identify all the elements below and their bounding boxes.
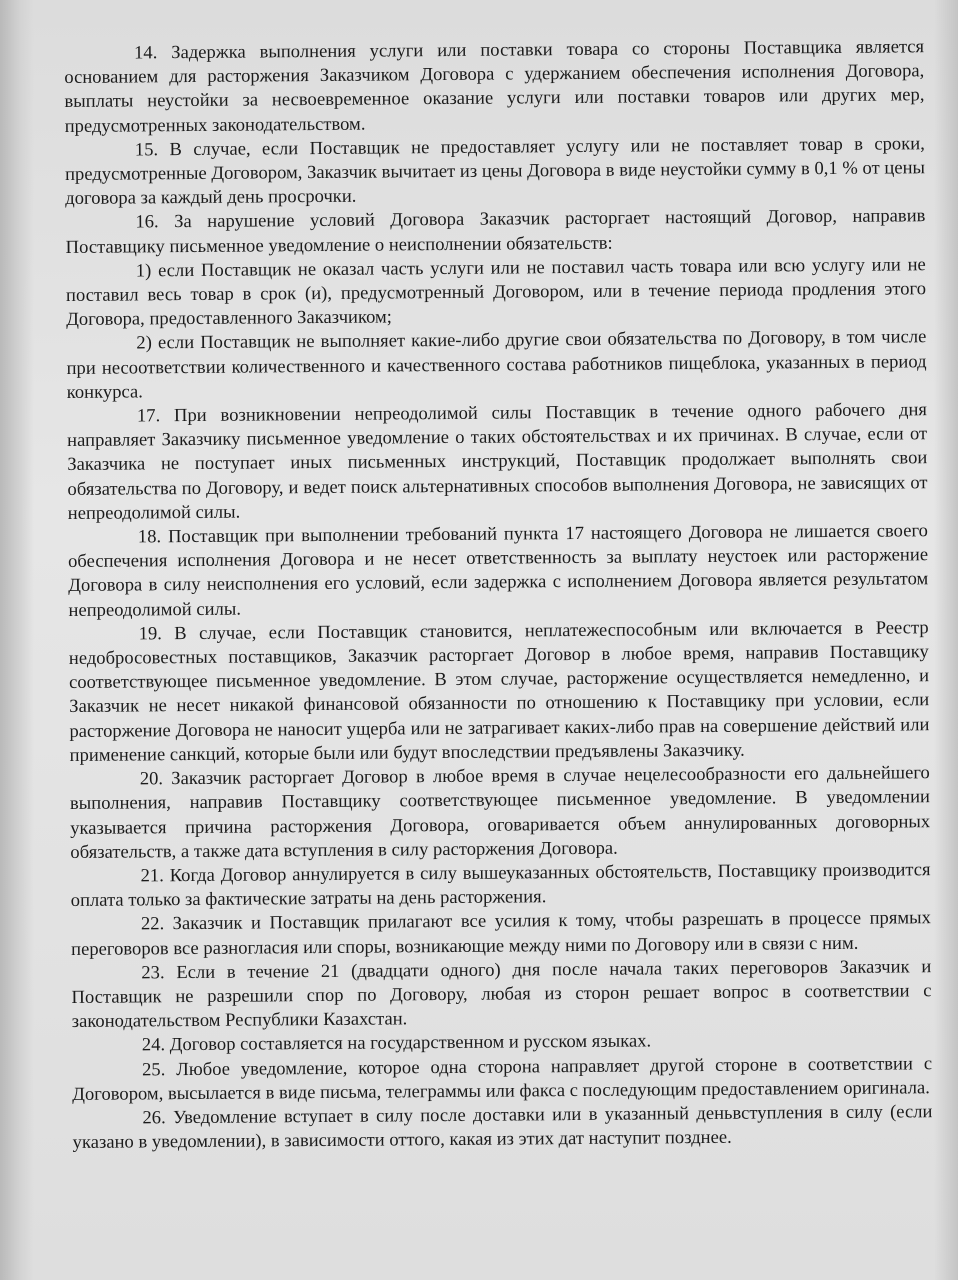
clause-14: 14. Задержка выполнения услуги или поставки товара со стороны Поставщика является основанием для расторжения Заказчиком Договора с удержанием обеспечения исполнения Договора, выплаты неустойки за несвоевременное оказание услуги или поставки товаров или других мер, предусмотренных законодательством. <box>64 36 925 137</box>
clause-17: 17. При возникновении непреодолимой силы Поставщик в течение одного рабочего дня направляет Заказчику письменное уведомление о таких обстоятельствах и их причинах. В случае, если от Заказчика не поступает иных письменных инструкций, Поставщик продолжает выполнять свои обязательства по Договору, и ведет поиск альтернативных способов выполнения Договора, не зависящих от непреодолимой силы. <box>67 399 928 524</box>
page-shadow-left <box>0 0 34 1280</box>
clause-16: 16. За нарушение условий Договора Заказчик расторгает настоящий Договор, направив Поставщику письменное уведомление о неисполнении обязательств: <box>65 205 926 258</box>
clause-18: 18. Поставщик при выполнении требований пункта 17 настоящего Договора не лишается своего обеспечения исполнения Договора и не несет ответственность за выплату неустоек или расторжение Договора в силу неисполнения его условий, если задержка с исполнением Договора является результатом непреодолимой силы. <box>67 520 929 621</box>
clause-25: 25. Любое уведомление, которое одна сторона направляет другой стороне в соответствии с Договором, высылается в виде письма, телеграммы или факса с последующим предоставлением оригинала. <box>72 1052 933 1105</box>
clause-16-item-2: 2) если Поставщик не выполняет какие-либо другие свои обязательства по Договору, в том числе при несоответствии количественного и качественного состава работников пищеблока, указанных в период конкурса. <box>66 326 927 403</box>
clause-20: 20. Заказчик расторгает Договор в любое время в случае нецелесообразности его дальнейшего выполнения, направив Поставщику соответствующее письменное уведомление. В уведомлении указывается причина расторжения Договора, оговаривается объем аннулированных договорных обязательств, а также дата вступления в силу расторжения Договора. <box>69 762 931 863</box>
clause-22: 22. Заказчик и Поставщик прилагают все усилия к тому, чтобы разрешать в процессе прямых переговоров все разногласия или споры, возникающие между ними по Договору или в связи с ним. <box>71 907 931 960</box>
page-shadow-right <box>934 0 958 1280</box>
clause-16-item-1: 1) если Поставщик не оказал часть услуги или не поставил часть товара или всю услугу или не поставил весь товар в срок (и), предусмотренный Договором, или в течение периода продления этого Договора, предоставленного Заказчиком; <box>65 254 927 331</box>
clause-15: 15. В случае, если Поставщик не предоставляет услугу или не поставляет товар в сроки, предусмотренные Договором, Заказчик вычитает из цены Договора в виде неустойки сумму в 0,1 % от цены договора за каждый день просрочки. <box>64 133 926 210</box>
clause-23: 23. Если в течение 21 (двадцати одного) дня после начала таких переговоров Заказчик и Поставщик не разрешили спор по Договору, любая из сторон решает вопрос в соответствии с законодательством Республики Казахстан. <box>71 955 932 1033</box>
clause-19: 19. В случае, если Поставщик становится, неплатежеспособным или включается в Реестр недобросовестных поставщиков, Заказчик расторгает Договор в любое время, направив Поставщику соответствующее письменное уведомление. В этом случае, расторжение осуществляется немедленно, и Заказчик не несет никакой финансовой обязанности по отношению к Поставщику при условии, если расторжение Договора не наносит ущерба или не затрагивает каких-либо прав на совершение действий или применение санкций, которые были или будут впоследствии предъявлены Заказчику. <box>68 617 930 766</box>
clause-24: 24. Договор составляется на государственном и русском языках. <box>141 1030 652 1056</box>
clause-26: 26. Уведомление вступает в силу после доставки или в указанный деньвступления в силу (если указано в уведомлении), в зависимости оттого, какая из этих дат наступит позднее. <box>72 1101 933 1154</box>
clause-21: 21. Когда Договор аннулируется в силу вышеуказанных обстоятельств, Поставщику производится оплата только за фактические затраты на день расторжения. <box>70 859 931 912</box>
contract-page <box>64 35 933 1155</box>
